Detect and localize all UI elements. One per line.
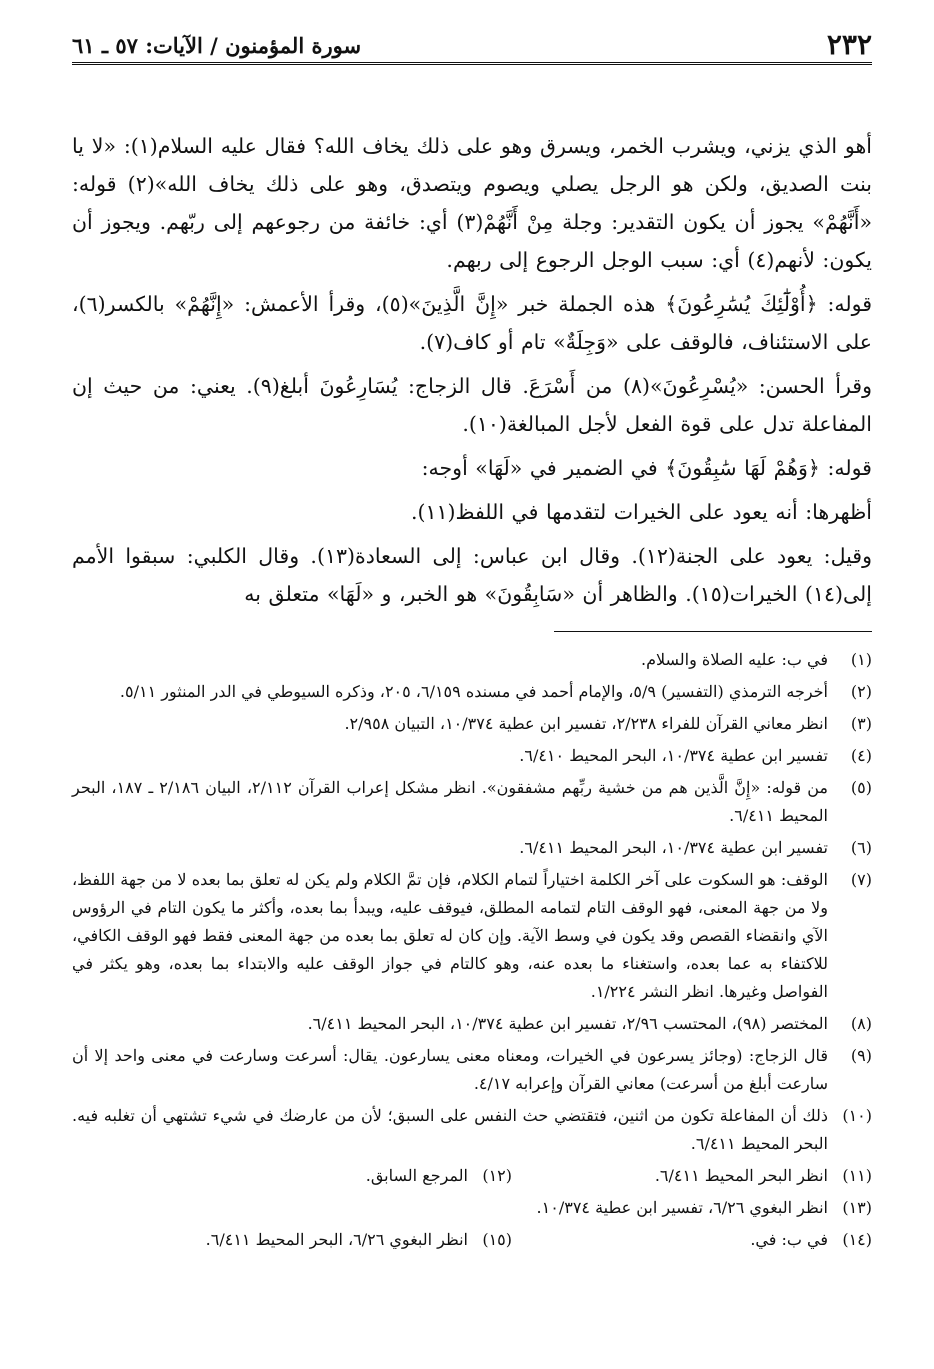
footnote-number: (٥) [850,778,872,797]
footnote-pair [72,1162,872,1194]
footnote-number: (٨) [850,1014,872,1033]
footnote-text: تفسير ابن عطية ١٠/٣٧٤، البحر المحيط ٦/٤١١. [519,838,828,857]
footnote-number: (٧) [850,870,872,889]
footnote [72,774,872,830]
footnote-number: (٤) [850,746,872,765]
main-text [72,127,872,613]
footnote-text: انظر البحر المحيط ٦/٤١١. [654,1166,828,1185]
footnote-text: المرجع السابق. [365,1166,468,1185]
footnote-text: المختصر (٩٨)، المحتسب ٢/٩٦، تفسير ابن عطية ١٠/٣٧٤، البحر المحيط ٦/٤١١. [307,1014,828,1033]
footnote-text: انظر البغوي ٦/٢٦، البحر المحيط ٦/٤١١. [205,1230,468,1249]
page [72,26,872,1346]
footnote-text: أخرجه الترمذي (التفسير) ٥/٩، والإمام أحمد في مسنده ٦/١٥٩، ٢٠٥، وذكره السيوطي في الدر المنثور ٥/١١. [119,682,828,701]
footnote-number: (١٢) [482,1166,512,1185]
footnote-number: (٣) [850,714,872,733]
page-number: ٢٣٢ [826,28,872,61]
footnote-number: (٩) [850,1046,872,1065]
footnote-divider [554,631,872,632]
footnote [72,834,872,862]
footnote-number: (١٠) [842,1106,872,1125]
footnote-number: (١٤) [842,1230,872,1249]
footnote [72,866,872,1006]
footnote [72,1042,872,1098]
footnote [72,646,872,674]
footnote-number: (١٥) [482,1230,512,1249]
footnote-text: الوقف: هو السكوت على آخر الكلمة اختياراً لتمام الكلام، فإن تمَّ الكلام ولم يكن له تعلق بما بعده لا من جهة اللفظ، ولا من جهة المعنى، فهو الوقف التام لتمامه المطلق، فيوقف عليه، ويبدأ بما بعده، وأكثر ما يكون التام في الرؤوس الآي وانقضاء القصص وقد يكون في وسط الآية. وإن كان له تعلق بما بعده من جهة المعنى فقط فهو الوقف الكافي، للاكتفاء به عما بعده، واستغناء ما بعده عنه، وهو كالتام في جواز الوقف عليه والابتداء بما بعده، وهو يكثر في الفواصل وغيرها. انظر النشر ١/٢٢٤. [72,870,829,1001]
footnote-text: ذلك أن المفاعلة تكون من اثنين، فتقتضي حث النفس على السبق؛ لأن من عارضك في شيء تشتهي أن تغلبه فيه. البحر المحيط ٦/٤١١. [72,1106,828,1153]
footnote [366,1162,512,1190]
footnote [72,1010,872,1038]
footnote [512,1226,872,1254]
footnote-text: انظر معاني القرآن للفراء ٢/٢٣٨، تفسير ابن عطية ١٠/٣٧٤، التبيان ٢/٩٥٨. [344,714,828,733]
footnote-number: (١١) [842,1166,872,1185]
footnote [206,1226,512,1254]
footnote-text: انظر البغوي ٦/٢٦، تفسير ابن عطية ١٠/٣٧٤. [536,1198,828,1217]
paragraph: أظهرها: أنه يعود على الخيرات لتقدمها في اللفظ(١١). [410,500,872,524]
footnote-number: (١٣) [842,1198,872,1217]
footnote-text: قال الزجاج: (وجائز يسرعون في الخيرات، ومعناه معنى يسارعون. يقال: أسرعت وسارعت في معنى واحد إلا أن سارعت أبلغ من أسرعت) معاني القرآن وإعرابه ٤/١٧. [72,1046,828,1093]
footnote [72,1194,872,1222]
footnote-number: (١) [850,650,872,669]
footnote-pair [72,1226,872,1258]
paragraph: وقيل: يعود على الجنة(١٢). وقال ابن عباس: إلى السعادة(١٣). وقال الكلبي: سبقوا الأمم إلى(١٤) الخيرات(١٥). والظاهر أن «سَابِقُونَ» هو الخبر، و «لَهَا» متعلق به [72,544,872,606]
footnote [72,1102,872,1158]
footnote [72,710,872,738]
footnote [72,742,872,770]
running-title: سورة المؤمنون / الآيات: ٥٧ ـ ٦١ [72,33,362,58]
paragraph: أهو الذي يزني، ويشرب الخمر، ويسرق وهو على ذلك يخاف الله؟ فقال عليه السلام(١): «لا يا بنت الصديق، ولكن هو الرجل يصلي ويصوم ويتصدق، وهو على ذلك يخاف الله»(٢) قوله: «أَنَّهُمْ» يجوز أن يكون التقدير: وجلة مِنْ أَنَّهُمْ(٣) أي: خائفة من رجوعهم إلى ربّهم. ويجوز أن يكون: لأنهم(٤) أي: سبب الوجل الرجوع إلى ربهم. [72,134,873,272]
footnote-number: (٦) [850,838,872,857]
footnotes [72,646,872,1258]
page-header [72,26,872,65]
footnote-text: من قوله: «إِنَّ الَّذين هم من خشية ربِّهم مشفقون». انظر مشكل إعراب القرآن ٢/١١٢، البيان ٢/١٨٦ ـ ١٨٧، البحر المحيط ٦/٤١١. [72,778,828,825]
footnote-text: في ب: عليه الصلاة والسلام. [640,650,828,669]
footnote-number: (٢) [850,682,872,701]
footnote-text: في ب: في. [750,1230,828,1249]
paragraph: قوله: ﴿وَهُمْ لَهَا سَٰبِقُونَ﴾ في الضمير في «لَهَا» أوجه: [421,456,872,480]
footnote [72,678,872,706]
footnote [512,1162,872,1190]
footnote-text: تفسير ابن عطية ١٠/٣٧٤، البحر المحيط ٦/٤١٠. [519,746,828,765]
paragraph: وقرأ الحسن: «يُسْرِعُونَ»(٨) من أَسْرَعَ. قال الزجاج: يُسَارِعُونَ أبلغ(٩). يعني: من حيث إن المفاعلة تدل على قوة الفعل لأجل المبالغة(١٠). [72,374,872,436]
paragraph: قوله: ﴿أُوْلَٰٓئِكَ يُسَٰرِعُونَ﴾ هذه الجملة خبر «إِنَّ الَّذِينَ»(٥)، وقرأ الأعمش: «إِنَّهُمْ» بالكسر(٦)، على الاستئناف، فالوقف على «وَجِلَةٌ» تام أو كاف(٧). [72,292,872,354]
